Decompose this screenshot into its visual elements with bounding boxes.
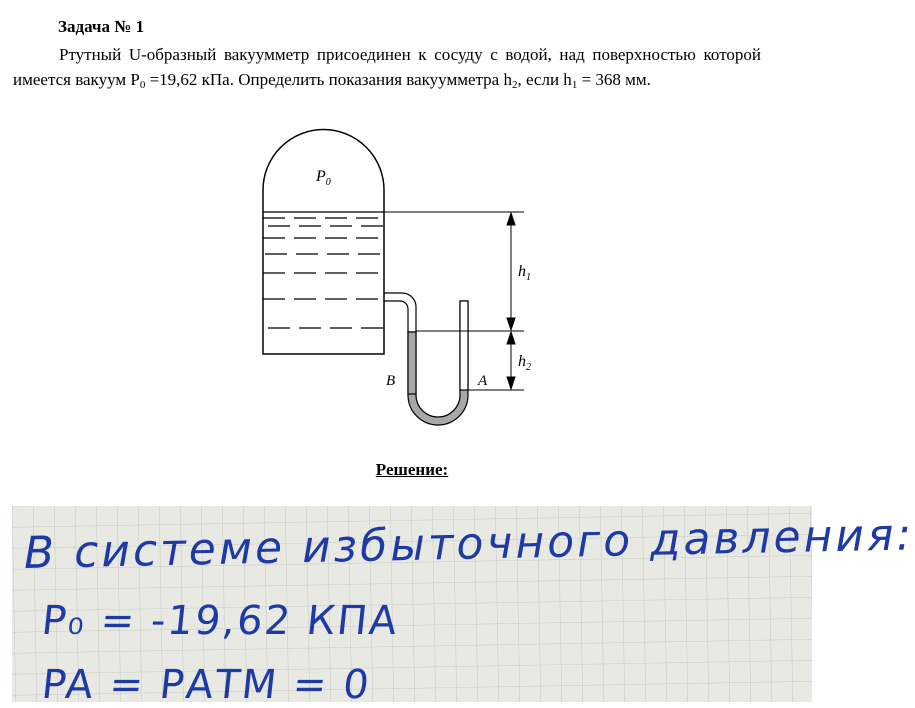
label-a: A <box>478 373 488 389</box>
mercury-b <box>408 332 416 394</box>
subscript: 0 <box>139 79 146 91</box>
u-tube-a-empty <box>460 301 468 390</box>
handwritten-line-1: В системе избыточного давления: <box>23 509 915 579</box>
label-h1: $h_1$ <box>518 263 531 283</box>
label-b: B <box>386 373 396 389</box>
u-tube-outer <box>408 301 468 425</box>
task-text-part: , если h <box>517 70 572 89</box>
solution-heading: Решение: <box>375 460 449 479</box>
subscript: 2 <box>511 79 518 91</box>
handwritten-solution-photo <box>12 506 915 708</box>
subscript: 1 <box>571 79 578 91</box>
handwritten-line-3: PA = PАТМ = 0 <box>39 662 374 708</box>
task-text-part: = 368 мм. <box>577 70 651 89</box>
task-title: Задача № 1 <box>58 17 145 36</box>
task-text-part: Ртутный U-образный вакуумметр присоединен к сосуду с водой, над поверхностью которой имеется вакуум P <box>13 45 761 89</box>
handwritten-line-2: P₀ = -19,62 КПА <box>39 598 402 644</box>
h1-dimension <box>507 213 515 330</box>
connecting-tube <box>384 293 416 332</box>
label-p0: $P_0$ <box>316 168 331 188</box>
task-text-part: =19,62 кПа. Определить показания вакуумметра h <box>145 70 512 89</box>
h2-dimension <box>507 332 515 389</box>
label-h2: $h_2$ <box>518 353 531 373</box>
vessel <box>263 130 384 354</box>
